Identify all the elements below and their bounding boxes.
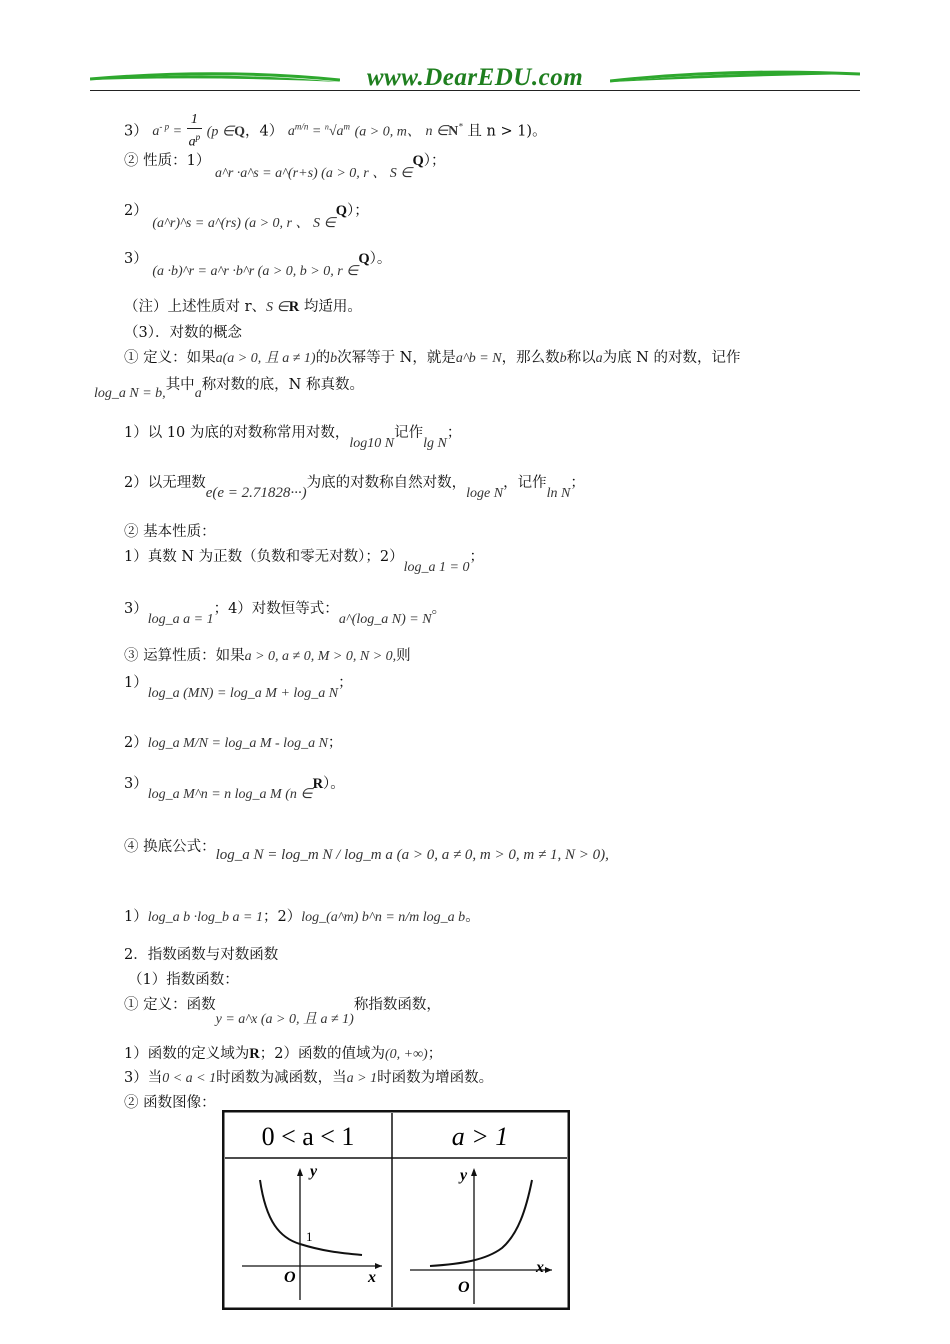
line-monotonicity: 3）当0 < a < 1时函数为减函数，当a > 1时函数为增函数。 (124, 1070, 494, 1086)
right-y-arrow-icon (471, 1168, 477, 1176)
line-log-notation: log_a N = b,其中a称对数的底，N 称真数。 (94, 377, 364, 401)
left-y-label: y (310, 1163, 318, 1180)
right-x-label: x (536, 1259, 544, 1276)
right-swoosh-icon (610, 70, 860, 88)
line-property-2: 2） (a^r)^s = a^(rs) (a > 0, r 、 S ∈Q）； (124, 203, 369, 231)
line-power-defs: 3） $a^{- p}$ = $\frac{1}{a^p}$ (p ∈Q，4） $a^{m/n} = ^n√a^m$ (a > 0, m、 n ∈N* 且 n > 1)。 (124, 112, 547, 150)
line-change-of-base-corollaries: 1）log_a b ·log_b a = 1；2）log_(a^m) b^n = n/m log_a b。 (124, 909, 480, 925)
line-domain-range: 1）函数的定义域为R；2）函数的值域为(0, +∞)； (124, 1046, 443, 1062)
line-operation-properties: ③ 运算性质：如果a > 0, a ≠ 0, M > 0, N > 0,则 (124, 648, 411, 664)
line-log-quotient: 2）log_a M/N = log_a M - log_a N； (124, 735, 343, 751)
right-origin-label: O (458, 1279, 470, 1296)
line-common-log: 1）以 10 为底的对数称常用对数，log10 N记作lg N； (124, 425, 462, 451)
exp-function-graph-table (222, 1110, 570, 1310)
col1-header: 0 < a < 1 (261, 1122, 355, 1151)
line-log-property-1: 1）真数 N 为正数（负数和零无对数）；2）log_a 1 = 0； (124, 549, 484, 575)
line-log-power: 3）log_a M^n = n log_a M (n ∈R）。 (124, 776, 345, 802)
line-exp-definition: ① 定义：函数y = a^x (a > 0, 且 a ≠ 1)称指数函数， (124, 997, 441, 1027)
line-note: （注）上述性质对 r、S ∈R 均适用。 (124, 299, 362, 315)
right-increasing-curve (430, 1180, 532, 1266)
left-origin-label: O (284, 1269, 296, 1286)
fraction-1-over-ap: $\frac{1}{a^p}$ (188, 112, 201, 150)
left-x-label: x (368, 1269, 376, 1286)
graph-table-svg (222, 1110, 570, 1310)
section-exp-function: （1）指数函数： (128, 972, 239, 988)
brand-logo[interactable]: www.DearEDU.com (366, 64, 584, 91)
line-log-definition: ① 定义：如果a(a > 0, 且 a ≠ 1)的b次幂等于 N，就是a^b = N，那么数b称以a为底 N 的对数，记作 (124, 350, 741, 366)
line-log-product: 1）log_a (MN) = log_a M + log_a N； (124, 675, 353, 701)
col2-header: a > 1 (451, 1122, 509, 1151)
left-y-arrow-icon (297, 1168, 303, 1176)
line-property-3: 3） (a ·b)^r = a^r ·b^r (a > 0, b > 0, r ∈Q）。 (124, 251, 392, 279)
section-log-concept: （3）．对数的概念 (124, 325, 242, 341)
line-function-graph: ② 函数图像： (124, 1095, 216, 1111)
line-basic-properties: ② 基本性质： (124, 524, 216, 540)
line-log-property-3: 3）log_a a = 1；4）对数恒等式：a^(log_a N) = N。 (124, 601, 447, 627)
line-change-of-base: ④ 换底公式：log_a N = log_m N / log_m a (a > 0, a ≠ 0, m > 0, m ≠ 1, N > 0), (124, 839, 609, 863)
right-y-label: y (460, 1167, 468, 1184)
right-x-arrow-icon (545, 1267, 552, 1273)
left-one-label: 1 (306, 1229, 313, 1244)
line-natural-log: 2）以无理数e(e = 2.71828···)为底的对数称自然对数，loge N，记作ln N； (124, 475, 585, 501)
line-property-1: ② 性质：1） a^r ·a^s = a^(r+s) (a > 0, r 、 S ∈Q）； (124, 153, 446, 181)
left-x-arrow-icon (375, 1263, 382, 1269)
section-exp-log-functions: 2．指数函数与对数函数 (124, 947, 279, 963)
header-rule (90, 90, 860, 91)
